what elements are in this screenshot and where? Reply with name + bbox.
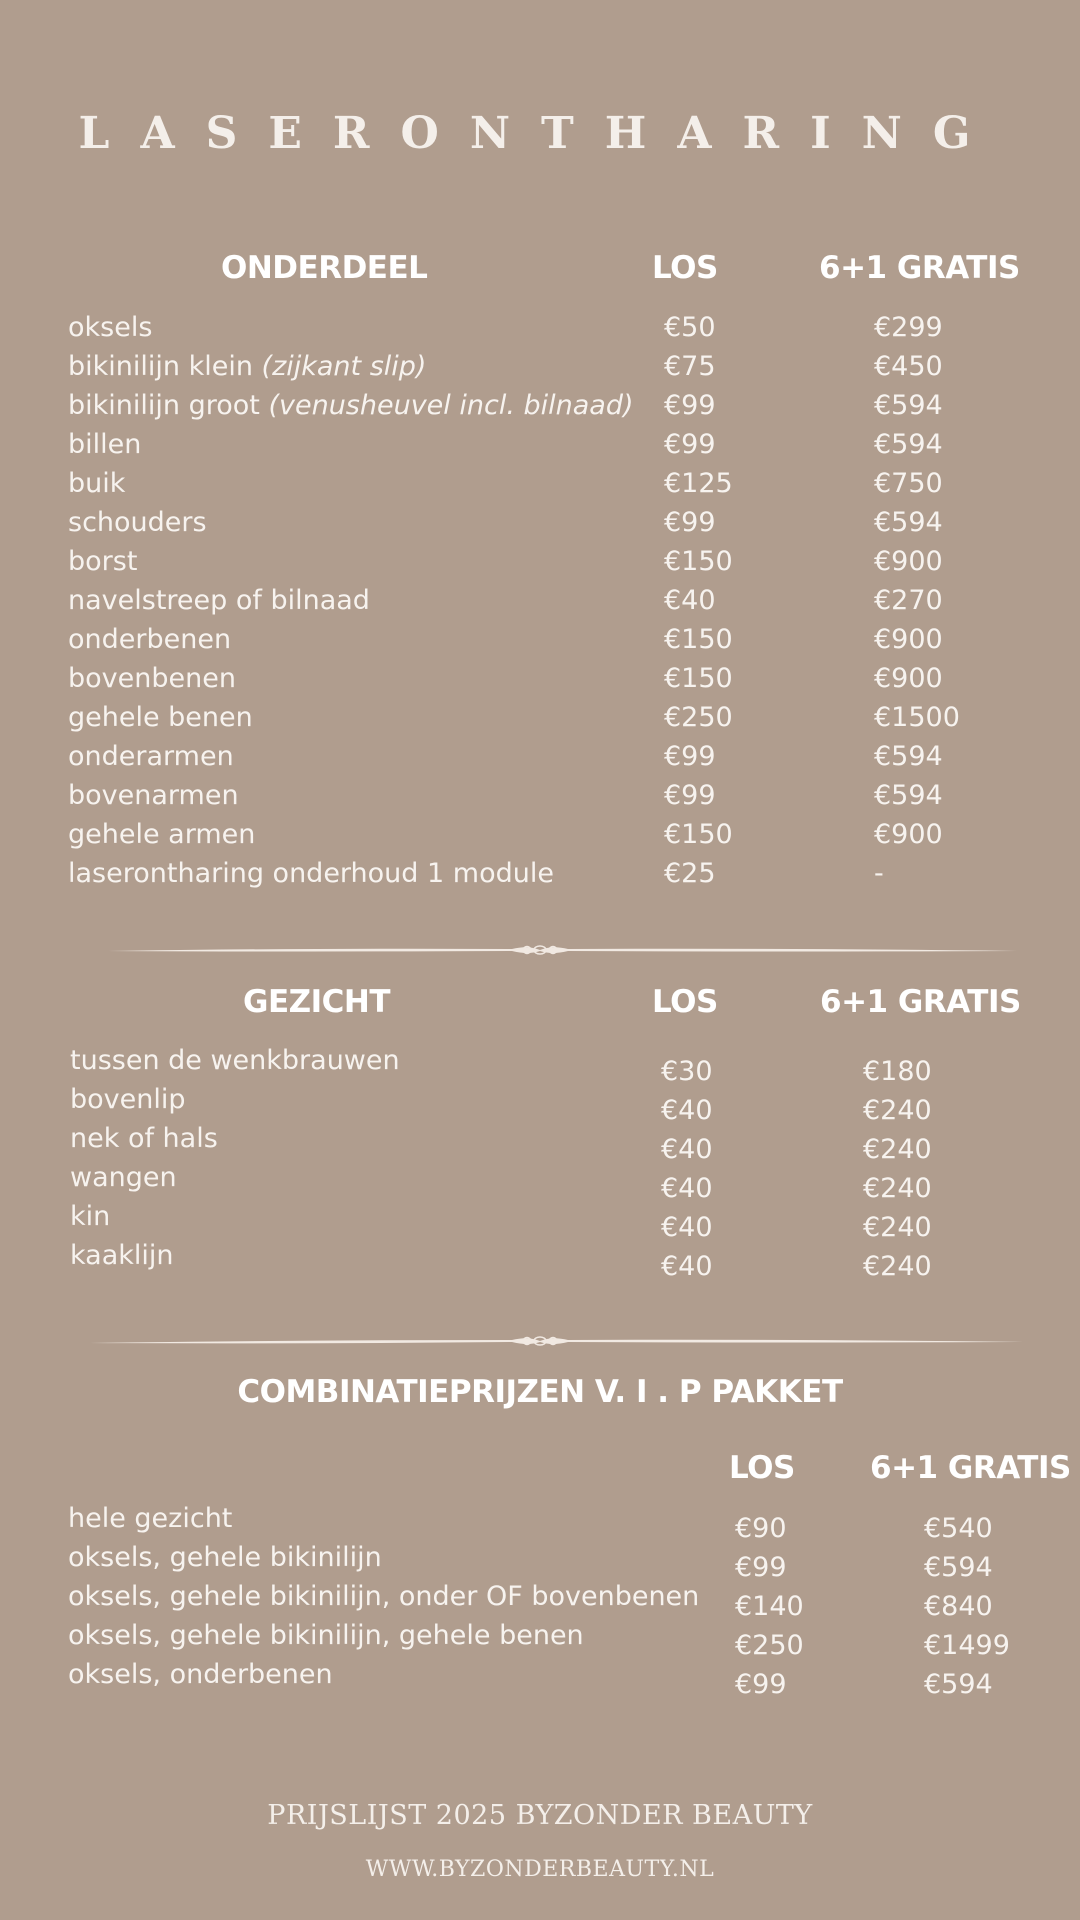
item-name — [68, 1503, 232, 1534]
item-label: kaaklijn — [70, 1240, 174, 1271]
item-label: nek of hals — [70, 1123, 218, 1154]
price-single: €40 — [661, 1134, 713, 1165]
price-single: €99 — [664, 780, 716, 811]
price-single: €99 — [664, 429, 716, 460]
table-row — [0, 858, 1080, 897]
item-name — [68, 390, 634, 421]
item-name — [68, 780, 239, 811]
price-single: €50 — [664, 312, 716, 343]
ornament-divider — [0, 936, 1080, 966]
item-name — [68, 351, 426, 382]
column-header-single: LOS — [652, 984, 718, 1020]
price-single: €150 — [664, 819, 733, 850]
item-label: billen — [68, 429, 142, 460]
table-row — [0, 1620, 1080, 1659]
item-name — [68, 1581, 699, 1612]
item-label: onderarmen — [68, 741, 234, 772]
item-label: oksels, gehele bikinilijn, gehele benen — [68, 1620, 584, 1651]
item-name — [70, 1201, 110, 1232]
item-name — [70, 1045, 400, 1076]
item-label: oksels, onderbenen — [68, 1659, 333, 1690]
item-name — [68, 741, 234, 772]
price-single: €250 — [735, 1630, 804, 1661]
table-row — [0, 1659, 1080, 1698]
item-label: kin — [70, 1201, 111, 1232]
item-name — [68, 702, 253, 733]
item-label: onderbenen — [68, 624, 232, 655]
price-package: €900 — [874, 663, 943, 694]
table-row — [0, 1542, 1080, 1581]
item-label: wangen — [70, 1162, 177, 1193]
table-row — [0, 1084, 1080, 1126]
price-single: €150 — [664, 624, 733, 655]
item-note: (venusheuvel incl. bilnaad) — [268, 390, 634, 421]
ornament-divider — [0, 1326, 1080, 1356]
price-single: €30 — [661, 1056, 713, 1087]
item-label: gehele armen — [68, 819, 256, 850]
table-row — [0, 1581, 1080, 1620]
column-header-package: 6+1 GRATIS — [820, 984, 1021, 1020]
price-package: €594 — [874, 741, 943, 772]
item-label: bovenarmen — [68, 780, 239, 811]
price-single: €40 — [661, 1212, 713, 1243]
price-package: - — [874, 858, 884, 889]
item-name — [68, 546, 137, 577]
table-row — [0, 1045, 1080, 1087]
item-name — [68, 624, 231, 655]
price-package: €1500 — [874, 702, 960, 733]
table-row — [0, 624, 1080, 663]
price-single: €99 — [735, 1552, 787, 1583]
price-package: €240 — [863, 1251, 932, 1282]
price-package: €450 — [874, 351, 943, 382]
table-row — [0, 1201, 1080, 1243]
item-name — [68, 429, 141, 460]
price-package: €270 — [874, 585, 943, 616]
item-label: bovenlip — [70, 1084, 186, 1115]
table-row — [0, 1503, 1080, 1542]
table-row — [0, 351, 1080, 390]
item-name — [68, 1542, 382, 1573]
table-row — [0, 429, 1080, 468]
item-label: navelstreep of bilnaad — [68, 585, 370, 616]
table-row — [0, 1123, 1080, 1165]
table-row — [0, 702, 1080, 741]
price-single: €250 — [664, 702, 733, 733]
item-name — [70, 1084, 186, 1115]
combo-title: COMBINATIEPRIJZEN V. I . P PAKKET — [237, 1374, 843, 1410]
price-single: €40 — [661, 1095, 713, 1126]
price-single: €40 — [664, 585, 716, 616]
table-row — [0, 1240, 1080, 1282]
price-package: €900 — [874, 624, 943, 655]
item-name — [70, 1162, 177, 1193]
page-title: LASERONTHARING — [78, 108, 1002, 159]
table-row — [0, 741, 1080, 780]
item-label: schouders — [68, 507, 207, 538]
price-package: €900 — [874, 819, 943, 850]
item-label: bikinilijn klein — [68, 351, 262, 382]
footer-website: WWW.BYZONDERBEAUTY.NL — [365, 1857, 715, 1882]
table-row — [0, 390, 1080, 429]
item-note: (zijkant slip) — [261, 351, 427, 382]
price-package: €594 — [874, 429, 943, 460]
price-package: €240 — [863, 1173, 932, 1204]
price-package: €180 — [863, 1056, 932, 1087]
item-name — [70, 1240, 174, 1271]
price-package: €594 — [924, 1669, 993, 1700]
item-name — [70, 1123, 218, 1154]
price-single: €150 — [664, 546, 733, 577]
column-header-single: LOS — [652, 250, 718, 286]
price-package: €900 — [874, 546, 943, 577]
price-package: €240 — [863, 1212, 932, 1243]
price-package: €594 — [874, 390, 943, 421]
item-name — [68, 585, 370, 616]
table-row — [0, 468, 1080, 507]
table-row — [0, 819, 1080, 858]
column-header-single: LOS — [729, 1450, 795, 1486]
price-single: €40 — [661, 1251, 713, 1282]
item-label: bovenbenen — [68, 663, 236, 694]
item-label: hele gezicht — [68, 1503, 233, 1534]
item-label: bikinilijn groot — [68, 390, 269, 421]
price-single: €140 — [735, 1591, 804, 1622]
item-label: buik — [68, 468, 126, 499]
column-header-part: GEZICHT — [243, 984, 390, 1020]
price-single: €99 — [664, 507, 716, 538]
table-row — [0, 546, 1080, 585]
price-single: €90 — [735, 1513, 787, 1544]
item-name — [68, 507, 207, 538]
price-package: €240 — [863, 1134, 932, 1165]
price-single: €75 — [664, 351, 716, 382]
item-label: laserontharing onderhoud 1 module — [68, 858, 554, 889]
price-package: €840 — [924, 1591, 993, 1622]
price-single: €99 — [735, 1669, 787, 1700]
price-package: €299 — [874, 312, 943, 343]
price-package: €540 — [924, 1513, 993, 1544]
price-single: €150 — [664, 663, 733, 694]
item-name — [68, 468, 125, 499]
price-package: €750 — [874, 468, 943, 499]
price-package: €240 — [863, 1095, 932, 1126]
item-label: oksels, gehele bikinilijn — [68, 1542, 382, 1573]
column-header-package: 6+1 GRATIS — [819, 250, 1020, 286]
table-row — [0, 312, 1080, 351]
item-label: oksels — [68, 312, 153, 343]
table-row — [0, 780, 1080, 819]
price-single: €125 — [664, 468, 733, 499]
item-name — [68, 819, 255, 850]
item-name — [68, 1659, 333, 1690]
table-row — [0, 585, 1080, 624]
price-single: €40 — [661, 1173, 713, 1204]
price-package: €594 — [874, 780, 943, 811]
column-header-part: ONDERDEEL — [221, 250, 428, 286]
item-label: tussen de wenkbrauwen — [70, 1045, 400, 1076]
footer-title: PRIJSLIJST 2025 BYZONDER BEAUTY — [267, 1800, 813, 1831]
item-label: borst — [68, 546, 138, 577]
item-name — [68, 663, 236, 694]
table-row — [0, 1162, 1080, 1204]
item-name — [68, 312, 152, 343]
price-single: €25 — [664, 858, 716, 889]
table-row — [0, 507, 1080, 546]
item-name — [68, 858, 554, 889]
item-name — [68, 1620, 584, 1651]
table-row — [0, 663, 1080, 702]
price-package: €594 — [924, 1552, 993, 1583]
item-label: gehele benen — [68, 702, 253, 733]
item-label: oksels, gehele bikinilijn, onder OF bovenbenen — [68, 1581, 700, 1612]
price-single: €99 — [664, 390, 716, 421]
price-package: €594 — [874, 507, 943, 538]
column-header-package: 6+1 GRATIS — [870, 1450, 1071, 1486]
price-package: €1499 — [924, 1630, 1010, 1661]
price-single: €99 — [664, 741, 716, 772]
